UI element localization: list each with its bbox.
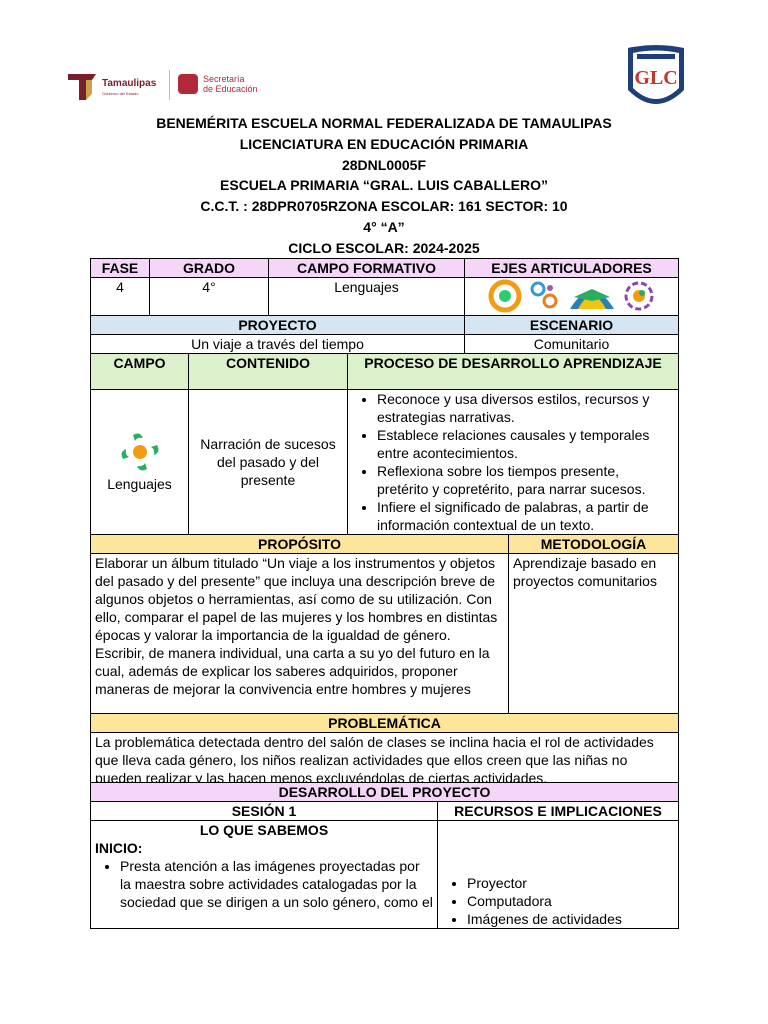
header-degree: LICENCIATURA EN EDUCACIÓN PRIMARIA — [239, 135, 529, 152]
session-activity-list — [95, 857, 433, 911]
recurso-item: • Proyector — [467, 874, 674, 892]
header-cct: C.C.T. : 28DPR0705RZONA ESCOLAR: 161 SECTOR: 10 — [200, 198, 568, 215]
recursos-list — [442, 874, 674, 928]
cell-campo: Lenguajes — [269, 278, 465, 316]
secretaria-label: Secretaría de Educación — [203, 74, 258, 94]
svg-text:GLC: GLC — [634, 67, 678, 89]
header-pda: PROCESO DE DESARROLLO APRENDIZAJE — [348, 354, 679, 390]
cell-fase: 4 — [91, 278, 150, 316]
cell-proposito: Elaborar un álbum titulado “Un viaje a los instrumentos y objetos del pasado y del presente” que incluya una descripción breve de algunos objetos o herramientas, así como de su utilización. Con ello, comparar el papel de las mujeres y los hombres en distintas épocas y valorar la importancia de la igualdad de género. Escribir, de manera individual, una carta a su yo del futuro en la cual, además de explicar los saberes adquiridos, proponer maneras de mejorar la convivencia entre hombres y mujeres — [91, 554, 509, 714]
critical-thinking-axis-icon — [528, 279, 562, 313]
cell-campo-lenguajes — [91, 390, 189, 535]
campo-lenguajes-label: Lenguajes — [107, 476, 172, 492]
pda-item: • Reflexiona sobre los tiempos presente, pretérito y copretérito, para narrar sucesos. — [377, 462, 674, 498]
header-campo: CAMPO — [91, 354, 189, 390]
header-ejes: EJES ARTICULADORES — [465, 259, 679, 278]
cell-recursos — [438, 821, 679, 929]
header-proposito: PROPÓSITO — [91, 535, 509, 554]
session-inicio: INICIO: — [95, 840, 143, 856]
school-crest-icon — [624, 44, 688, 114]
header-metodologia: METODOLOGÍA — [509, 535, 679, 554]
header-grado: GRADO — [150, 259, 269, 278]
cell-session-content — [91, 821, 438, 929]
header-sesion: SESIÓN 1 — [91, 802, 438, 821]
pda-item: • Establece relaciones causales y temporales entre acontecimientos. — [377, 426, 674, 462]
tamaulipas-label: Tamaulipas — [102, 78, 157, 89]
recurso-item: • Computadora — [467, 892, 674, 910]
header-problematica: PROBLEMÁTICA — [91, 714, 679, 733]
header-campo-formativo: CAMPO FORMATIVO — [269, 259, 465, 278]
header-group: 4° “A” — [363, 218, 405, 235]
pda-list — [352, 390, 674, 534]
header-school: ESCUELA PRIMARIA “GRAL. LUIS CABALLERO” — [220, 177, 548, 194]
recurso-item: • Imágenes de actividades — [467, 910, 674, 928]
header-contenido: CONTENIDO — [189, 354, 348, 390]
cell-problematica: La problemática detectada dentro del salón de clases se inclina hacia el rol de actividades que lleva cada género, los niños realizan actividades que ellos creen que las niñas no pueden realizar y las hacen menos excluyéndolas de ciertas actividades. — [91, 733, 679, 789]
session-subtitle: LO QUE SABEMOS — [199, 822, 329, 838]
header-fase: FASE — [91, 259, 150, 278]
tamaulipas-sublabel: Gobierno del Estado — [102, 91, 139, 96]
cell-escenario: Comunitario — [465, 335, 679, 354]
pda-item: • Infiere el significado de palabras, a partir de información contextual de un texto. — [377, 498, 674, 534]
gender-equality-axis-icon — [622, 279, 656, 313]
cell-metodologia: Aprendizaje basado en proyectos comunitarios — [509, 554, 679, 714]
pda-item: • Reconoce y usa diversos estilos, recursos y estrategias narrativas. — [377, 390, 674, 426]
development-table — [90, 782, 679, 929]
header-code: 28DNL0005F — [341, 156, 427, 173]
lenguajes-icon — [119, 431, 161, 473]
header-desarrollo: DESARROLLO DEL PROYECTO — [91, 783, 679, 802]
cell-ejes — [465, 278, 679, 316]
cell-contenido: Narración de sucesos del pasado y del presente — [189, 390, 348, 535]
header-cycle: CICLO ESCOLAR: 2024-2025 — [288, 239, 480, 256]
cell-grado: 4° — [150, 278, 269, 316]
header-recursos: RECURSOS E IMPLICACIONES — [438, 802, 679, 821]
document-header — [90, 113, 678, 259]
cell-pda — [348, 390, 679, 535]
header-proyecto: PROYECTO — [91, 316, 465, 335]
logo-divider — [169, 70, 170, 100]
header-institution: BENEMÉRITA ESCUELA NORMAL FEDERALIZADA DE TAMAULIPAS — [156, 115, 612, 131]
session-activity: • Presta atención a las imágenes proyectadas por la maestra sobre actividades catalogadas por la sociedad que se dirigen a un solo género, como el — [120, 857, 433, 911]
inclusion-axis-icon — [488, 279, 522, 313]
header-escenario: ESCENARIO — [465, 316, 679, 335]
planning-table — [90, 258, 679, 789]
cell-proyecto: Un viaje a través del tiempo — [91, 335, 465, 354]
interculturality-axis-icon — [568, 279, 616, 313]
tamaulipas-emblem-icon — [66, 68, 100, 102]
tamaulipas-logo — [66, 66, 266, 104]
secretaria-emblem-icon — [178, 74, 198, 94]
